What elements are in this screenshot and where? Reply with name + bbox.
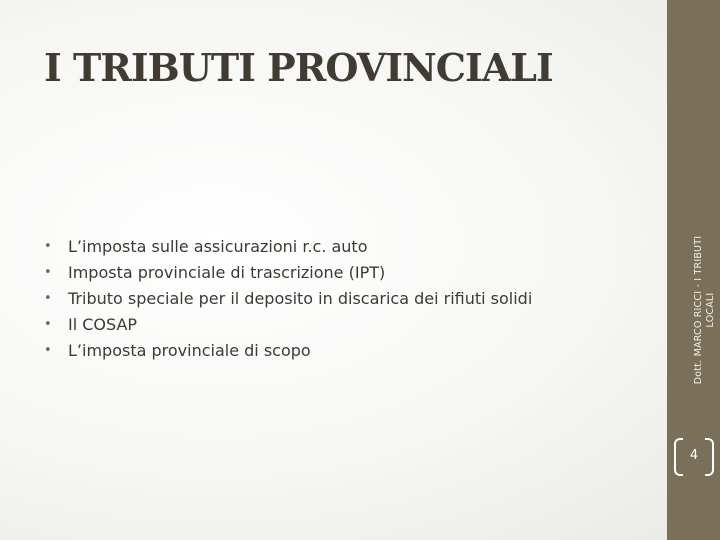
bullet-list <box>44 233 532 363</box>
bullet-text: Imposta provinciale di trascrizione (IPT) <box>68 262 386 282</box>
bullet-icon: • <box>44 342 52 358</box>
slide-title: I TRIBUTI PROVINCIALI <box>44 45 553 90</box>
list-item <box>44 259 532 285</box>
page-number-badge <box>674 438 714 474</box>
bullet-text: L’imposta provinciale di scopo <box>68 340 311 360</box>
bullet-icon: • <box>44 238 52 254</box>
bullet-text: Tributo speciale per il deposito in discarica dei rifiuti solidi <box>68 288 533 308</box>
footer-text: Dott. MARCO RICCI - I TRIBUTI LOCALI <box>693 235 716 385</box>
bullet-icon: • <box>44 316 52 332</box>
bullet-icon: • <box>44 264 52 280</box>
list-item <box>44 285 532 311</box>
list-item <box>44 337 532 363</box>
bullet-icon: • <box>44 290 52 306</box>
page-number: 4 <box>689 448 699 463</box>
list-item <box>44 311 532 337</box>
list-item <box>44 233 532 259</box>
bullet-text: Il COSAP <box>68 314 138 334</box>
bullet-text: L’imposta sulle assicurazioni r.c. auto <box>68 236 368 256</box>
